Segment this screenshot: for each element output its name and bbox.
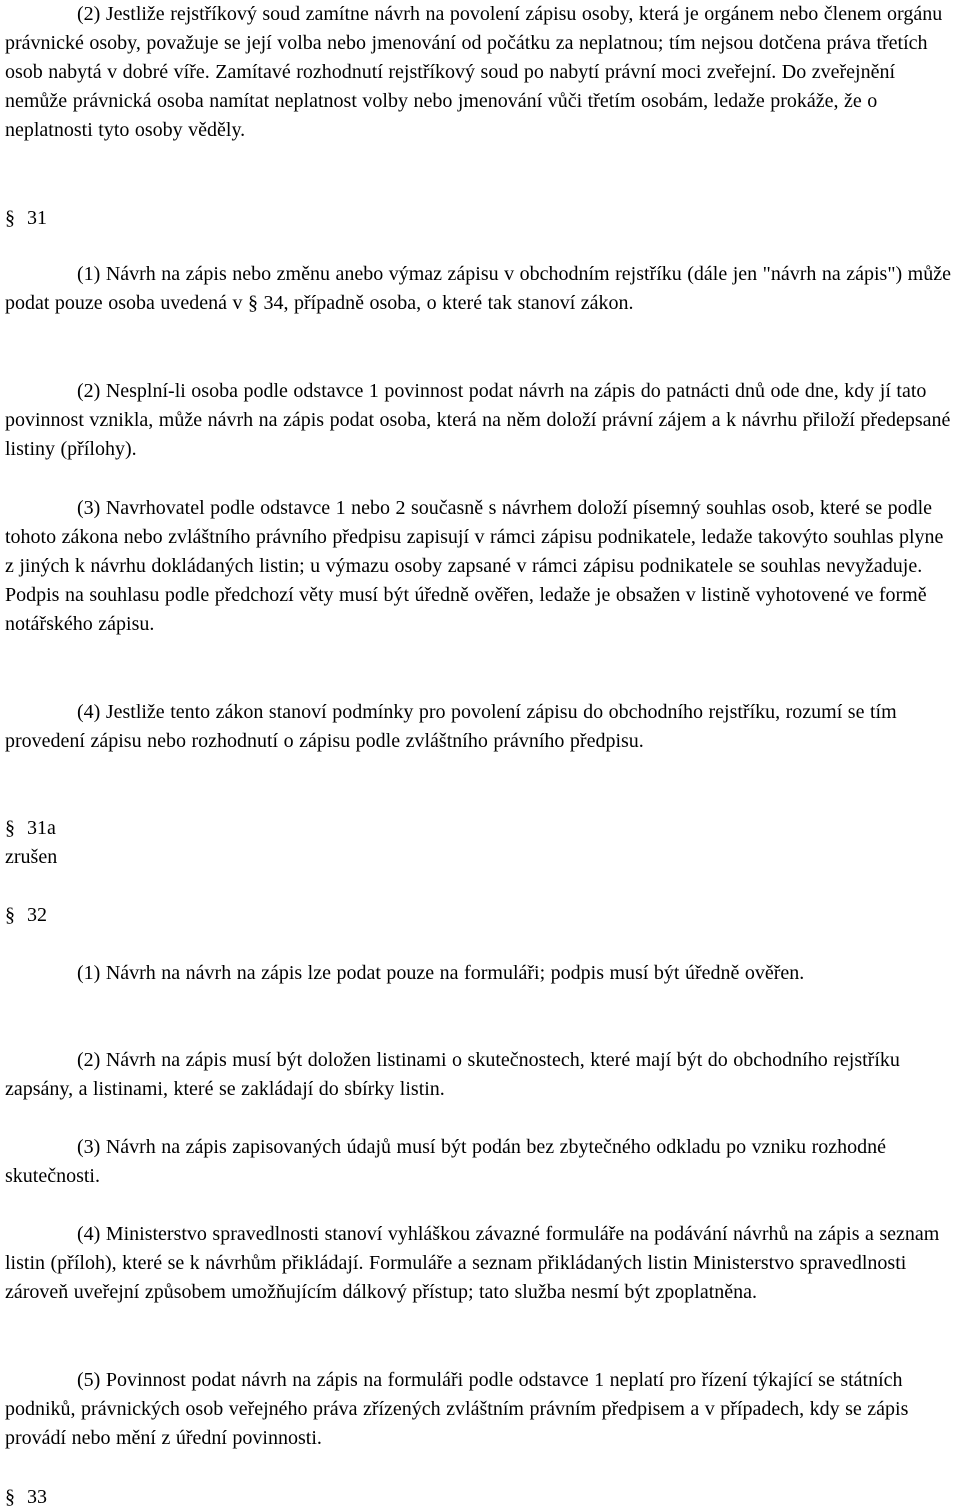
paragraph-32-4: (4) Ministerstvo spravedlnosti stanoví vyhláškou závazné formuláře na podávání návrhů na zápis a seznam listin (příloh), které se k návrhům přikládají. Formuláře a seznam přikládaných listin Ministerstvo spravedlnosti zároveň uveřejní způsobem umožňujícím dálkový přístup; tato služba nesmí být zpoplatněna. <box>5 1223 940 1303</box>
section-heading-31 <box>5 204 47 233</box>
section-number: 32 <box>27 904 47 926</box>
section-symbol: § <box>5 1486 15 1508</box>
paragraph-31-2: (2) Nesplní-li osoba podle odstavce 1 povinnost podat návrh na zápis do patnácti dnů ode dne, kdy jí tato povinnost vznikla, může návrh na zápis podat osoba, která na něm doloží právní zájem a k návrhu přiloží předepsané listiny (přílohy). <box>5 380 951 460</box>
section-heading-31a <box>5 814 56 843</box>
section-symbol: § <box>5 904 15 926</box>
section-number: 31a <box>27 817 56 839</box>
section-symbol: § <box>5 817 15 839</box>
section-heading-32 <box>5 901 47 930</box>
section-31a-note: zrušen <box>5 846 58 868</box>
section-number: 33 <box>27 1486 47 1508</box>
section-symbol: § <box>5 207 15 229</box>
paragraph-31-4: (4) Jestliže tento zákon stanoví podmínky pro povolení zápisu do obchodního rejstříku, rozumí se tím provedení zápisu nebo rozhodnutí o zápisu podle zvláštního právního předpisu. <box>5 701 897 752</box>
section-number: 31 <box>27 207 47 229</box>
paragraph-30-2: (2) Jestliže rejstříkový soud zamítne návrh na povolení zápisu osoby, která je orgánem nebo členem orgánu právnické osoby, považuje se její volba nebo jmenování od počátku za neplatnou; tím nejsou dotčena práva třetích osob nabytá v dobré víře. Zamítavé rozhodnutí rejstříkový soud po nabytí právní moci zveřejní. Do zveřejnění nemůže právnická osoba namítat neplatnost volby nebo jmenování vůči třetím osobám, ledaže prokáže, že o neplatnosti tyto osoby věděly. <box>5 3 943 141</box>
paragraph-32-2: (2) Návrh na zápis musí být doložen listinami o skutečnostech, které mají být do obchodního rejstříku zapsány, a listinami, které se zakládají do sbírky listin. <box>5 1049 900 1100</box>
paragraph-31-1: (1) Návrh na zápis nebo změnu anebo výmaz zápisu v obchodním rejstříku (dále jen "návrh na zápis") může podat pouze osoba uvedená v § 34, případně osoba, o které tak stanoví zákon. <box>5 263 951 314</box>
paragraph-32-5: (5) Povinnost podat návrh na zápis na formuláři podle odstavce 1 neplatí pro řízení týkající se státních podniků, právnických osob veřejného práva zřízených zvláštním právním předpisem a v případech, kdy se zápis provádí nebo mění z úřední povinnosti. <box>5 1369 909 1449</box>
paragraph-32-1: (1) Návrh na návrh na zápis lze podat pouze na formuláři; podpis musí být úředně ověřen. <box>77 962 805 984</box>
section-heading-33 <box>5 1483 47 1512</box>
paragraph-31-3: (3) Navrhovatel podle odstavce 1 nebo 2 současně s návrhem doloží písemný souhlas osob, které se podle tohoto zákona nebo zvláštního právního předpisu zapisují v rámci zápisu podnikatele, ledaže takovýto souhlas plyne z jiných k návrhu dokládaných listin; u výmazu osoby zapsané v rámci zápisu podnikatele se souhlas nevyžaduje. Podpis na souhlasu podle předchozí věty musí být úředně ověřen, ledaže je obsažen v listině vyhotovené ve formě notářského zápisu. <box>5 497 944 635</box>
paragraph-32-3: (3) Návrh na zápis zapisovaných údajů musí být podán bez zbytečného odkladu po vzniku rozhodné skutečnosti. <box>5 1136 886 1187</box>
